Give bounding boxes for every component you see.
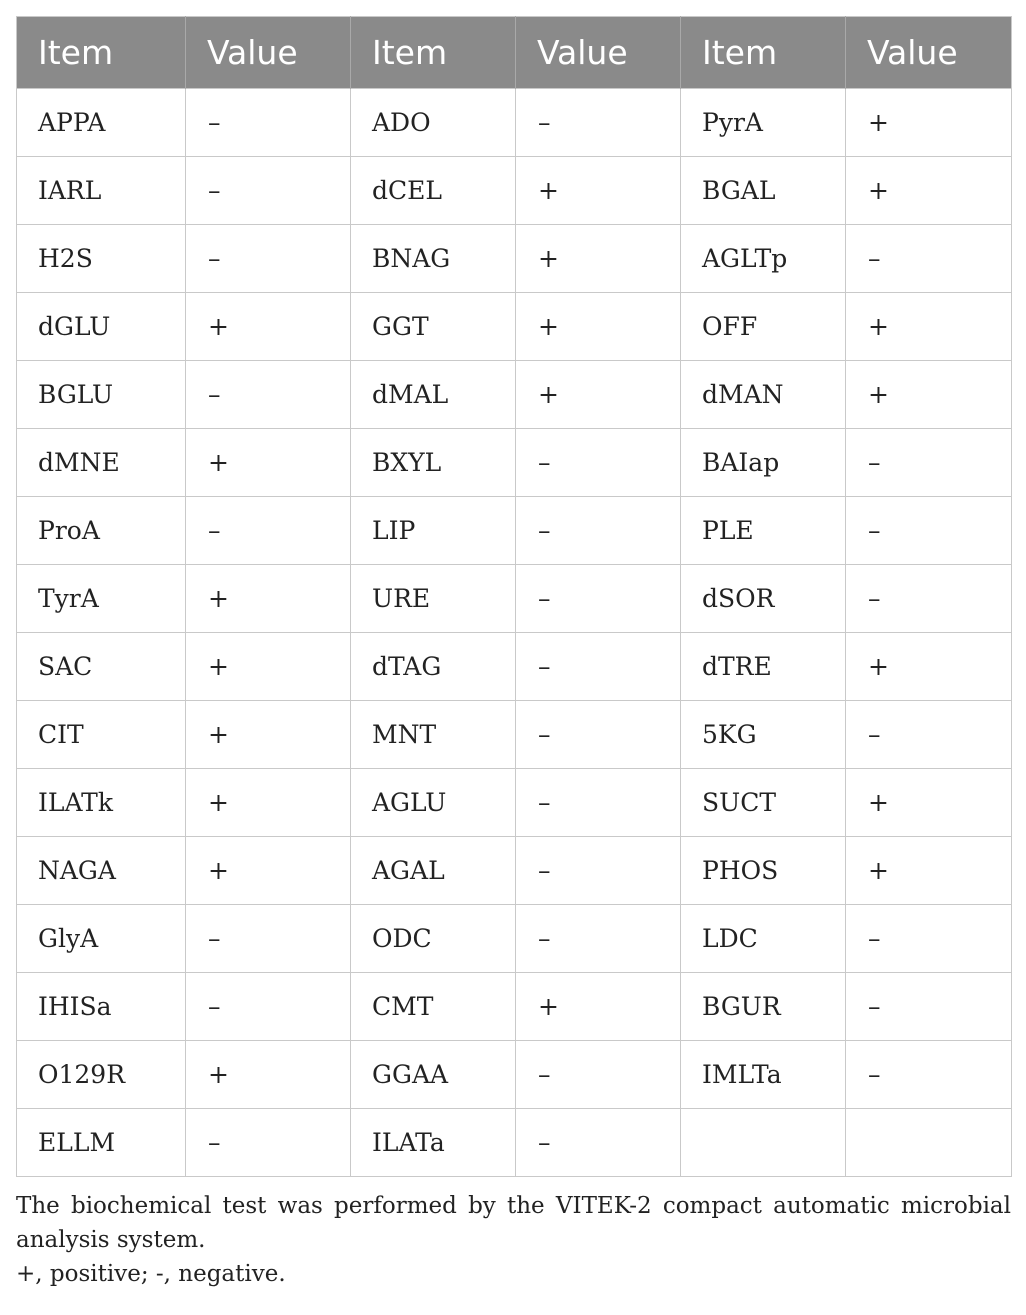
table-row xyxy=(17,293,1012,361)
document xyxy=(16,16,1011,1291)
value-cell: + xyxy=(846,837,1012,905)
header-cell-item: Item xyxy=(351,17,516,89)
item-cell: LIP xyxy=(351,497,516,565)
table-body xyxy=(17,89,1012,1177)
header-cell-item: Item xyxy=(681,17,846,89)
value-cell: + xyxy=(186,429,351,497)
value-cell: – xyxy=(516,497,681,565)
value-cell: + xyxy=(516,973,681,1041)
item-cell: URE xyxy=(351,565,516,633)
value-cell: – xyxy=(516,429,681,497)
footnote-legend: +, positive; -, negative. xyxy=(16,1261,286,1287)
item-cell: OFF xyxy=(681,293,846,361)
item-cell xyxy=(681,1109,846,1177)
item-cell: SAC xyxy=(17,633,186,701)
value-cell: – xyxy=(186,905,351,973)
item-cell: ADO xyxy=(351,89,516,157)
value-cell: – xyxy=(186,89,351,157)
value-cell: + xyxy=(846,293,1012,361)
value-cell: – xyxy=(846,565,1012,633)
value-cell: – xyxy=(846,701,1012,769)
value-cell: + xyxy=(516,293,681,361)
value-cell: – xyxy=(516,89,681,157)
header-cell-value: Value xyxy=(186,17,351,89)
item-cell: ProA xyxy=(17,497,186,565)
table-row xyxy=(17,1109,1012,1177)
value-cell: – xyxy=(516,701,681,769)
footnote-method: The biochemical test was performed by the VITEK-2 compact automatic microbial analysis system. xyxy=(16,1193,1011,1253)
value-cell: – xyxy=(846,1041,1012,1109)
value-cell: – xyxy=(186,225,351,293)
header-row xyxy=(17,17,1012,89)
item-cell: GGT xyxy=(351,293,516,361)
value-cell: + xyxy=(846,157,1012,225)
value-cell: – xyxy=(186,1109,351,1177)
item-cell: AGLTp xyxy=(681,225,846,293)
item-cell: dCEL xyxy=(351,157,516,225)
table-row xyxy=(17,157,1012,225)
item-cell: CIT xyxy=(17,701,186,769)
value-cell: – xyxy=(516,565,681,633)
item-cell: 5KG xyxy=(681,701,846,769)
item-cell: NAGA xyxy=(17,837,186,905)
table-row xyxy=(17,497,1012,565)
table-row xyxy=(17,361,1012,429)
value-cell xyxy=(846,1109,1012,1177)
item-cell: IMLTa xyxy=(681,1041,846,1109)
value-cell: + xyxy=(186,565,351,633)
value-cell: – xyxy=(846,497,1012,565)
item-cell: MNT xyxy=(351,701,516,769)
value-cell: + xyxy=(186,633,351,701)
value-cell: + xyxy=(846,633,1012,701)
table-row xyxy=(17,89,1012,157)
value-cell: + xyxy=(186,769,351,837)
value-cell: + xyxy=(186,1041,351,1109)
item-cell: BGLU xyxy=(17,361,186,429)
value-cell: – xyxy=(846,905,1012,973)
item-cell: O129R xyxy=(17,1041,186,1109)
value-cell: – xyxy=(846,429,1012,497)
table-row xyxy=(17,769,1012,837)
item-cell: dMNE xyxy=(17,429,186,497)
item-cell: CMT xyxy=(351,973,516,1041)
value-cell: – xyxy=(516,905,681,973)
header-cell-value: Value xyxy=(846,17,1012,89)
item-cell: dMAL xyxy=(351,361,516,429)
item-cell: ILATa xyxy=(351,1109,516,1177)
table-row xyxy=(17,973,1012,1041)
value-cell: + xyxy=(186,837,351,905)
item-cell: ILATk xyxy=(17,769,186,837)
value-cell: – xyxy=(846,973,1012,1041)
item-cell: AGAL xyxy=(351,837,516,905)
item-cell: dTRE xyxy=(681,633,846,701)
item-cell: dMAN xyxy=(681,361,846,429)
value-cell: – xyxy=(846,225,1012,293)
value-cell: + xyxy=(846,361,1012,429)
item-cell: AGLU xyxy=(351,769,516,837)
item-cell: ELLM xyxy=(17,1109,186,1177)
value-cell: + xyxy=(186,293,351,361)
item-cell: IARL xyxy=(17,157,186,225)
value-cell: + xyxy=(846,769,1012,837)
item-cell: PHOS xyxy=(681,837,846,905)
item-cell: SUCT xyxy=(681,769,846,837)
table-header xyxy=(17,17,1012,89)
biochemical-test-table xyxy=(16,16,1012,1177)
table-row xyxy=(17,905,1012,973)
value-cell: – xyxy=(186,361,351,429)
item-cell: H2S xyxy=(17,225,186,293)
value-cell: – xyxy=(516,1041,681,1109)
item-cell: GlyA xyxy=(17,905,186,973)
item-cell: ODC xyxy=(351,905,516,973)
item-cell: APPA xyxy=(17,89,186,157)
value-cell: – xyxy=(516,837,681,905)
table-row xyxy=(17,633,1012,701)
value-cell: + xyxy=(516,225,681,293)
value-cell: + xyxy=(516,157,681,225)
header-cell-item: Item xyxy=(17,17,186,89)
item-cell: dSOR xyxy=(681,565,846,633)
value-cell: + xyxy=(516,361,681,429)
item-cell: BGUR xyxy=(681,973,846,1041)
header-cell-value: Value xyxy=(516,17,681,89)
item-cell: GGAA xyxy=(351,1041,516,1109)
table-row xyxy=(17,837,1012,905)
table-row xyxy=(17,565,1012,633)
item-cell: dTAG xyxy=(351,633,516,701)
value-cell: + xyxy=(846,89,1012,157)
item-cell: PyrA xyxy=(681,89,846,157)
item-cell: TyrA xyxy=(17,565,186,633)
item-cell: LDC xyxy=(681,905,846,973)
item-cell: IHISa xyxy=(17,973,186,1041)
item-cell: dGLU xyxy=(17,293,186,361)
table-row xyxy=(17,1041,1012,1109)
item-cell: PLE xyxy=(681,497,846,565)
item-cell: BNAG xyxy=(351,225,516,293)
table-row xyxy=(17,225,1012,293)
value-cell: – xyxy=(516,633,681,701)
value-cell: – xyxy=(186,497,351,565)
value-cell: + xyxy=(186,701,351,769)
item-cell: BAIap xyxy=(681,429,846,497)
table-footnote xyxy=(16,1189,1011,1291)
item-cell: BXYL xyxy=(351,429,516,497)
value-cell: – xyxy=(186,157,351,225)
value-cell: – xyxy=(516,1109,681,1177)
table-row xyxy=(17,701,1012,769)
value-cell: – xyxy=(516,769,681,837)
table-row xyxy=(17,429,1012,497)
item-cell: BGAL xyxy=(681,157,846,225)
value-cell: – xyxy=(186,973,351,1041)
